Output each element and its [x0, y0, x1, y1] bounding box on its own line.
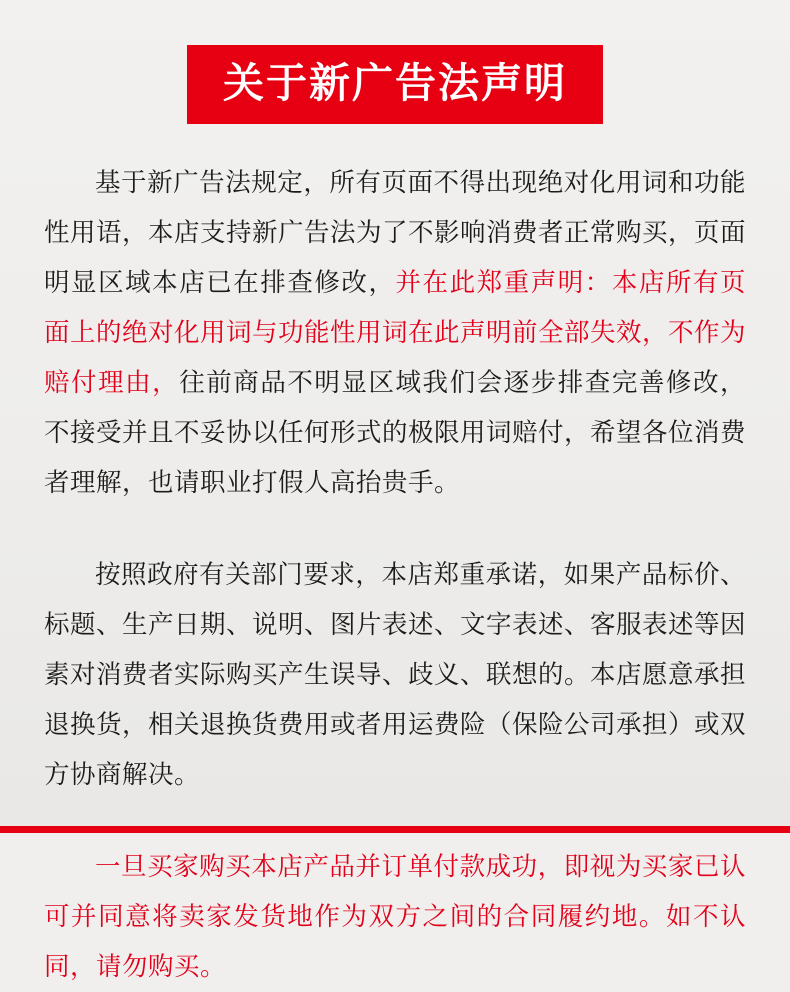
paragraph-1-segment-3: 往前商品不明显区域我们会逐步排查完善修改，不接受并且不妥协以任何形式的极限用词赔付，希望各位消费者理解，也请职业打假人高抬贵手。 — [44, 368, 747, 498]
paragraph-2 — [44, 550, 746, 800]
paragraph-3-segment-1-highlight: 一旦买家购买本店产品并订单付款成功，即视为买家已认可并同意将卖家发货地作为双方之间的合同履约地。如不认同，请勿购买。 — [44, 852, 746, 982]
page-title: 关于新广告法声明 — [187, 45, 603, 124]
paragraph-1-segment-1: 基于新广告法规定，所有页面不得出现绝对化用词和功能性用语，本店支持新广告法为了不影响消费者正常购买，页面明显区域本店已在排查修改， — [44, 168, 747, 298]
paragraph-3 — [44, 842, 746, 992]
title-container — [44, 0, 746, 124]
statement-body — [44, 158, 746, 992]
paragraph-1-segment-2-highlight: 并在此郑重声明：本店所有页面上的绝对化用词与功能性用词在此声明前全部失效，不作为赔付理由， — [44, 268, 747, 398]
paragraph-2-segment-1: 按照政府有关部门要求，本店郑重承诺，如果产品标价、标题、生产日期、说明、图片表述、文字表述、客服表述等因素对消费者实际购买产生误导、歧义、联想的。本店愿意承担退换货，相关退换货费用或者用运费险（保险公司承担）或双方协商解决。 — [44, 560, 747, 790]
paragraph-1 — [44, 158, 746, 508]
